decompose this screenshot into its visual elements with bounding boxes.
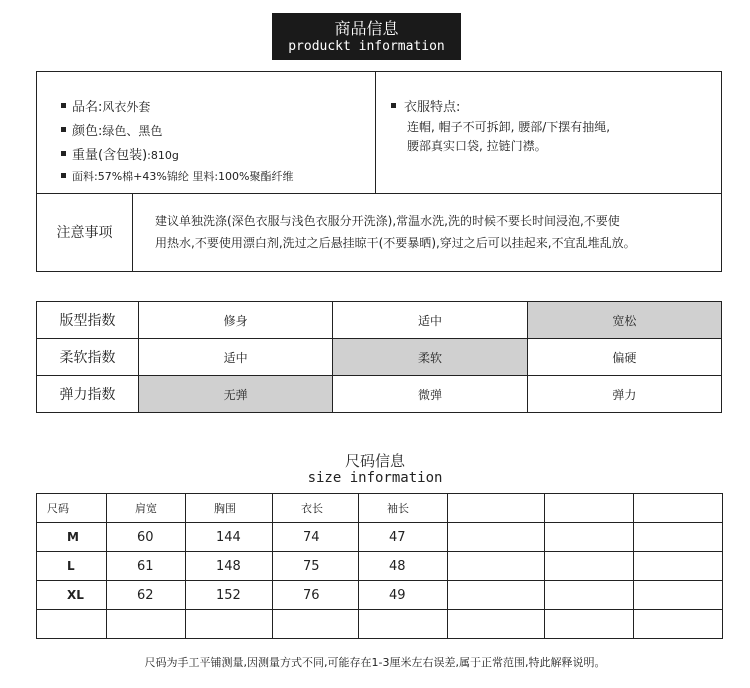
index-option: 偏硬	[527, 339, 721, 376]
material-text: 面料:57%棉+43%锦纶 里料:100%聚酯纤维	[72, 170, 294, 183]
empty-cell	[545, 581, 634, 610]
product-name-row	[61, 96, 150, 115]
care-note-line-1: 建议单独洗涤(深色衣服与浅色衣服分开洗涤),常温水洗,洗的时候不要长时间浸泡,不要使	[155, 214, 620, 228]
size-value-cell: 49	[359, 581, 448, 610]
empty-cell	[634, 610, 723, 639]
bullet-icon	[61, 103, 66, 108]
empty-cell	[545, 552, 634, 581]
product-info-title	[272, 13, 461, 60]
size-value-cell: 152	[186, 581, 273, 610]
size-header-row	[37, 494, 723, 523]
features-body	[407, 118, 610, 156]
size-row	[37, 581, 723, 610]
size-value-cell: 148	[186, 552, 273, 581]
bullet-icon	[61, 151, 66, 156]
weight-label: 重量(含包装)	[72, 148, 148, 163]
empty-cell	[359, 610, 448, 639]
empty-cell	[545, 610, 634, 639]
empty-cell	[448, 552, 545, 581]
color-label: 颜色:	[72, 124, 103, 139]
empty-cell	[448, 581, 545, 610]
index-option-selected: 柔软	[333, 339, 527, 376]
index-option-selected: 无弹	[139, 376, 333, 413]
size-header-cell: 袖长	[359, 494, 448, 523]
care-note-text	[155, 210, 695, 254]
size-value-cell: 74	[273, 523, 359, 552]
material-row	[61, 168, 293, 184]
size-row	[37, 523, 723, 552]
size-value-cell: 47	[359, 523, 448, 552]
size-row	[37, 552, 723, 581]
index-option: 弹力	[527, 376, 721, 413]
index-option: 适中	[139, 339, 333, 376]
size-table	[36, 493, 723, 639]
empty-cell	[545, 494, 634, 523]
size-header-cell: 肩宽	[107, 494, 186, 523]
size-value-cell: 144	[186, 523, 273, 552]
size-value-cell: 61	[107, 552, 186, 581]
index-row	[37, 302, 722, 339]
product-name-label: 品名:	[72, 100, 103, 115]
product-info-panel	[36, 71, 722, 272]
empty-cell	[448, 610, 545, 639]
index-option-selected: 宽松	[527, 302, 721, 339]
weight-row	[61, 144, 179, 163]
empty-cell	[634, 552, 723, 581]
features-title-row	[391, 96, 460, 115]
size-footnote: 尺码为手工平铺测量,因测量方式不同,可能存在1-3厘米左右误差,属于正常范围,特此解释说明。	[144, 656, 606, 669]
bullet-icon	[61, 127, 66, 132]
size-value-cell: 76	[273, 581, 359, 610]
index-option: 微弹	[333, 376, 527, 413]
basic-info-column	[37, 72, 376, 193]
size-header-cell: 胸围	[186, 494, 273, 523]
color-value: 绿色、黑色	[102, 124, 163, 138]
bullet-icon	[61, 173, 66, 178]
features-line-1: 连帽, 帽子不可拆卸, 腰部/下摆有抽绳,	[407, 120, 611, 134]
empty-cell	[186, 610, 273, 639]
empty-cell	[273, 610, 359, 639]
empty-cell	[545, 523, 634, 552]
title-cn: 商品信息	[334, 19, 399, 38]
empty-cell	[448, 523, 545, 552]
care-note-label: 注意事项	[37, 193, 133, 271]
title-en: produckt information	[288, 39, 445, 54]
size-header-cell: 尺码	[37, 494, 107, 523]
color-row	[61, 120, 162, 139]
index-label: 柔软指数	[37, 339, 139, 376]
index-option: 适中	[333, 302, 527, 339]
features-title: 衣服特点:	[404, 100, 461, 115]
size-value-cell: 62	[107, 581, 186, 610]
size-header-cell: 衣长	[273, 494, 359, 523]
size-value-cell: 48	[359, 552, 448, 581]
index-label: 版型指数	[37, 302, 139, 339]
size-label-cell: M	[37, 523, 107, 552]
info-top-section	[37, 72, 721, 194]
size-value-cell: 75	[273, 552, 359, 581]
size-value-cell: 60	[107, 523, 186, 552]
size-title-cn: 尺码信息	[344, 452, 405, 470]
empty-cell	[107, 610, 186, 639]
features-line-2: 腰部真实口袋, 拉链门襟。	[407, 139, 547, 153]
index-option: 修身	[139, 302, 333, 339]
size-label-cell: L	[37, 552, 107, 581]
index-table	[36, 301, 722, 413]
empty-cell	[634, 523, 723, 552]
empty-cell	[448, 494, 545, 523]
index-row	[37, 339, 722, 376]
index-row	[37, 376, 722, 413]
size-label-cell: XL	[37, 581, 107, 610]
index-label: 弹力指数	[37, 376, 139, 413]
size-title-en: size information	[307, 470, 443, 486]
empty-cell	[634, 494, 723, 523]
empty-cell	[634, 581, 723, 610]
bullet-icon	[391, 103, 396, 108]
empty-cell	[37, 610, 107, 639]
product-name-value: 风衣外套	[102, 100, 151, 114]
size-empty-row	[37, 610, 723, 639]
weight-value: :810g	[147, 149, 179, 162]
care-note-line-2: 用热水,不要使用漂白剂,洗过之后悬挂晾干(不要暴晒),穿过之后可以挂起来,不宜乱堆乱放。	[155, 236, 636, 250]
